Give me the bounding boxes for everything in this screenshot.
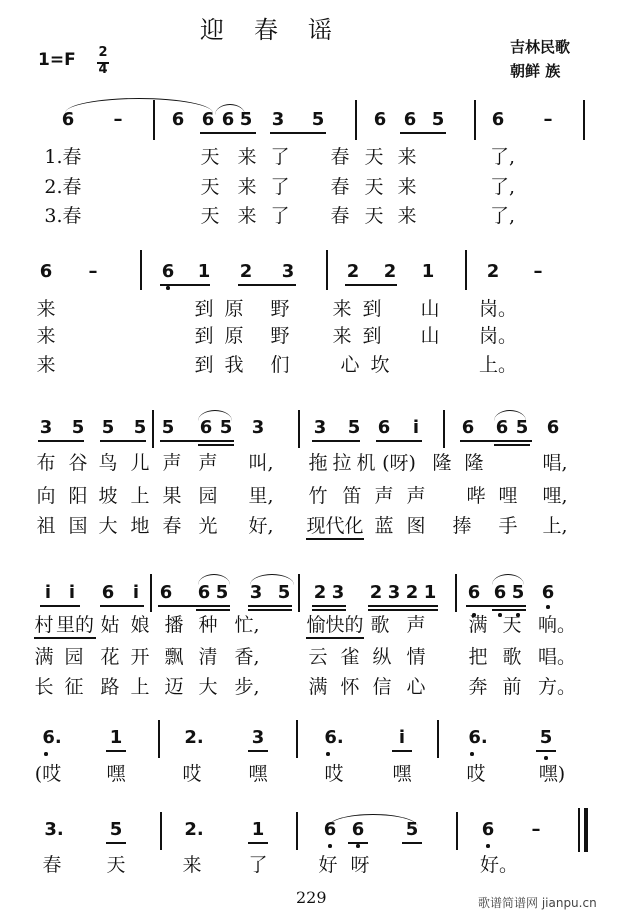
note: – xyxy=(533,261,543,282)
beam xyxy=(400,132,446,134)
lyric: 来 xyxy=(397,146,417,168)
note: 6 xyxy=(199,417,213,438)
lyric: 心 xyxy=(406,676,426,698)
note: 6 xyxy=(541,582,555,603)
key-signature: 1=F xyxy=(38,50,76,70)
lyric: 忙, xyxy=(234,614,260,636)
lyric: 方。 xyxy=(538,676,577,698)
note: 6 xyxy=(493,582,507,603)
lyric: 野 xyxy=(270,325,290,347)
lyric: 来 xyxy=(237,146,257,168)
bar-line xyxy=(296,812,298,850)
final-bar-line xyxy=(584,808,588,852)
song-source: 吉林民歌 xyxy=(510,38,571,56)
lyric: 声 xyxy=(162,452,182,474)
note: 5 xyxy=(405,819,419,840)
note: 5 xyxy=(511,582,525,603)
lyric: 了 xyxy=(270,205,290,227)
note: – xyxy=(543,109,553,130)
lyric: 春 xyxy=(162,515,182,537)
beam xyxy=(100,440,146,442)
note: 6 xyxy=(467,582,481,603)
note: 6 xyxy=(491,109,505,130)
lyric: 怀 xyxy=(340,676,360,698)
lyric: 了, xyxy=(490,205,516,227)
lyric: 机 xyxy=(356,452,376,474)
lyric: 满 xyxy=(34,646,54,668)
lyric: 声 xyxy=(198,452,218,474)
lyric: 前 xyxy=(502,676,522,698)
bar-line xyxy=(355,100,357,140)
lyric: 了 xyxy=(248,854,268,876)
note: 2 xyxy=(383,261,397,282)
lyric: 哔 xyxy=(466,485,486,507)
note: 3 xyxy=(387,582,401,603)
lyric: 奔 xyxy=(468,676,488,698)
song-title: 迎春谣 xyxy=(200,16,362,44)
lyric: 天 xyxy=(502,614,522,636)
lyric: 好。 xyxy=(480,854,519,876)
note: 6 xyxy=(461,417,475,438)
lyric: (呀) xyxy=(382,452,416,474)
bar-line xyxy=(437,720,439,758)
lyric: 布 xyxy=(36,452,56,474)
note: 3. xyxy=(44,819,64,840)
lyric: 了, xyxy=(490,146,516,168)
beam xyxy=(248,609,292,611)
note: 6 xyxy=(161,261,175,282)
lyric: 来 xyxy=(397,176,417,198)
lyric: 山 xyxy=(420,298,440,320)
note: 6. xyxy=(468,727,488,748)
note: 5 xyxy=(219,417,233,438)
lyric: 岗。 xyxy=(478,298,517,320)
lyric: 满 xyxy=(468,614,488,636)
lyric: 好, xyxy=(248,515,274,537)
note: – xyxy=(88,261,98,282)
lyric: 们 xyxy=(270,354,290,376)
beam xyxy=(100,605,144,607)
beam xyxy=(494,444,530,446)
lyric: 嘿 xyxy=(106,763,126,785)
lyric: 飘 xyxy=(164,646,184,668)
beam xyxy=(238,284,296,286)
note: 3 xyxy=(271,109,285,130)
note: 1 xyxy=(421,261,435,282)
note: 6 xyxy=(495,417,509,438)
lyric: 野 xyxy=(270,298,290,320)
bar-line xyxy=(583,100,585,140)
page-number: 229 xyxy=(296,888,327,907)
lyric: 步, xyxy=(234,676,260,698)
lyric: 上 xyxy=(130,676,150,698)
note: 1 xyxy=(109,727,123,748)
note: 2 xyxy=(486,261,500,282)
note: 6 xyxy=(373,109,387,130)
note: 5 xyxy=(515,417,529,438)
lyric: 到 xyxy=(362,325,382,347)
note: i xyxy=(44,582,52,603)
beam xyxy=(376,440,422,442)
lyric: 鸟 xyxy=(98,452,118,474)
lyric: 姑 xyxy=(100,614,120,636)
note: 6. xyxy=(42,727,62,748)
note: 6 xyxy=(221,109,235,130)
note: 6 xyxy=(481,819,495,840)
lyric: 蓝 xyxy=(374,515,394,537)
lyric: 声 xyxy=(374,485,394,507)
beam xyxy=(270,132,326,134)
lyric: 来 xyxy=(332,325,352,347)
beam xyxy=(196,609,230,611)
lyric: 了 xyxy=(270,176,290,198)
note: 3 xyxy=(251,727,265,748)
lyric: 1.春 xyxy=(44,146,82,168)
lyric: 把 xyxy=(468,646,488,668)
note: 6 xyxy=(197,582,211,603)
lyric: 嘿 xyxy=(248,763,268,785)
lyric: 手 xyxy=(498,515,518,537)
lyric: 竹 xyxy=(308,485,328,507)
lyric: 到 xyxy=(194,354,214,376)
note: 5 xyxy=(133,417,147,438)
note: 6 xyxy=(101,582,115,603)
low-octave-dot xyxy=(326,752,330,756)
lyric: 愉快的 xyxy=(306,614,364,636)
beam xyxy=(392,750,412,752)
note: 3 xyxy=(251,417,265,438)
note: 5 xyxy=(539,727,553,748)
lyric: 到 xyxy=(194,298,214,320)
beam xyxy=(248,605,292,607)
bar-line xyxy=(158,720,160,758)
lyric: 香, xyxy=(234,646,260,668)
note: 6 xyxy=(61,109,75,130)
lyric: 迈 xyxy=(164,676,184,698)
note: – xyxy=(113,109,123,130)
lyric: 阳 xyxy=(68,485,88,507)
lyric: 国 xyxy=(68,515,88,537)
lyric: 情 xyxy=(406,646,426,668)
song-ethnicity: 朝鲜 族 xyxy=(510,62,561,80)
low-octave-dot xyxy=(166,286,170,290)
lyric: 拉 xyxy=(332,452,352,474)
lyric: 响。 xyxy=(538,614,577,636)
lyric: 天 xyxy=(364,146,384,168)
note: 3 xyxy=(313,417,327,438)
lyric: 长 xyxy=(34,676,54,698)
note: 5 xyxy=(71,417,85,438)
note: 5 xyxy=(277,582,291,603)
beam xyxy=(466,605,526,607)
lyric: 村 xyxy=(34,614,54,636)
bar-line xyxy=(443,410,445,448)
note: 3 xyxy=(249,582,263,603)
note: i xyxy=(398,727,406,748)
time-signature-bottom: 4 xyxy=(98,62,108,77)
lyric: 我 xyxy=(224,354,244,376)
lyric: 嘿) xyxy=(538,763,566,785)
note: 2 xyxy=(239,261,253,282)
lyric: 播 xyxy=(164,614,184,636)
lyric: 坎 xyxy=(370,354,390,376)
beam xyxy=(248,842,268,844)
bar-line xyxy=(298,410,300,448)
lyric: 唱, xyxy=(542,452,568,474)
note: 6 xyxy=(171,109,185,130)
beam xyxy=(106,842,126,844)
lyric: 天 xyxy=(364,205,384,227)
note: 1 xyxy=(197,261,211,282)
note: 6 xyxy=(546,417,560,438)
lyric: 清 xyxy=(198,646,218,668)
lyric: 歌 xyxy=(370,614,390,636)
lyric: 天 xyxy=(200,146,220,168)
lyric: 祖 xyxy=(36,515,56,537)
note: 2. xyxy=(184,727,204,748)
beam xyxy=(200,132,256,134)
note: 2 xyxy=(313,582,327,603)
lyric: 天 xyxy=(200,205,220,227)
beam xyxy=(40,605,80,607)
note: 5 xyxy=(239,109,253,130)
beam xyxy=(38,440,84,442)
lyric: 天 xyxy=(200,176,220,198)
lyric-underline xyxy=(34,637,96,639)
note: 6 xyxy=(159,582,173,603)
note: 3 xyxy=(39,417,53,438)
lyric: 了 xyxy=(270,146,290,168)
beam xyxy=(158,605,230,607)
lyric: 原 xyxy=(224,298,244,320)
note: 2 xyxy=(346,261,360,282)
lyric: 现代化 xyxy=(306,515,364,537)
lyric: 园 xyxy=(198,485,218,507)
lyric: 3.春 xyxy=(44,205,82,227)
bar-line xyxy=(150,574,152,612)
note: 5 xyxy=(101,417,115,438)
low-octave-dot xyxy=(470,752,474,756)
beam xyxy=(106,750,126,752)
beam xyxy=(368,609,438,611)
lyric: 拖 xyxy=(308,452,328,474)
low-octave-dot xyxy=(486,844,490,848)
note: 6 xyxy=(323,819,337,840)
tie xyxy=(65,98,213,113)
lyric: 来 xyxy=(36,354,56,376)
watermark: 歌谱简谱网 jianpu.cn xyxy=(478,896,597,910)
lyric: 花 xyxy=(100,646,120,668)
low-octave-dot xyxy=(44,752,48,756)
time-signature-top: 2 xyxy=(98,45,108,60)
lyric: 笛 xyxy=(342,485,362,507)
lyric: 山 xyxy=(420,325,440,347)
lyric: 哩 xyxy=(498,485,518,507)
low-octave-dot xyxy=(546,605,550,609)
lyric: 嘿 xyxy=(392,763,412,785)
lyric: 地 xyxy=(130,515,150,537)
lyric: 雀 xyxy=(340,646,360,668)
bar-line xyxy=(465,250,467,290)
lyric: 园 xyxy=(64,646,84,668)
lyric: 光 xyxy=(198,515,218,537)
lyric: 纵 xyxy=(372,646,392,668)
bar-line xyxy=(152,410,154,448)
note: 5 xyxy=(431,109,445,130)
lyric: 谷 xyxy=(68,452,88,474)
note: 5 xyxy=(311,109,325,130)
lyric: 到 xyxy=(194,325,214,347)
lyric: 来 xyxy=(36,325,56,347)
low-octave-dot xyxy=(356,844,360,848)
lyric-underline xyxy=(306,637,364,639)
lyric: 上, xyxy=(542,515,568,537)
bar-line xyxy=(474,100,476,140)
beam xyxy=(368,605,438,607)
lyric: 信 xyxy=(372,676,392,698)
note: 5 xyxy=(347,417,361,438)
low-octave-dot xyxy=(544,756,548,760)
lyric: 天 xyxy=(364,176,384,198)
lyric: 叫, xyxy=(248,452,274,474)
lyric: 种 xyxy=(198,614,218,636)
lyric: 原 xyxy=(224,325,244,347)
beam xyxy=(460,440,532,442)
lyric: 果 xyxy=(162,485,182,507)
note: 5 xyxy=(109,819,123,840)
lyric: 来 xyxy=(397,205,417,227)
beam xyxy=(198,444,234,446)
beam xyxy=(248,750,268,752)
lyric: 哎 xyxy=(324,763,344,785)
beam xyxy=(402,842,422,844)
lyric: 好 xyxy=(318,854,338,876)
lyric: 来 xyxy=(237,205,257,227)
lyric: 上 xyxy=(130,485,150,507)
beam xyxy=(312,440,360,442)
beam xyxy=(312,609,346,611)
low-octave-dot xyxy=(328,844,332,848)
lyric: 春 xyxy=(330,205,350,227)
note: 3 xyxy=(281,261,295,282)
lyric: 春 xyxy=(330,146,350,168)
lyric: 2.春 xyxy=(44,176,82,198)
beam xyxy=(536,750,556,752)
beam xyxy=(160,284,210,286)
lyric: 哎 xyxy=(466,763,486,785)
lyric: 隆 xyxy=(464,452,484,474)
lyric: 坡 xyxy=(98,485,118,507)
lyric: 心 xyxy=(340,354,360,376)
lyric: 征 xyxy=(64,676,84,698)
bar-line xyxy=(326,250,328,290)
beam xyxy=(345,284,397,286)
beam xyxy=(160,440,234,442)
note: i xyxy=(412,417,420,438)
lyric: 满 xyxy=(308,676,328,698)
lyric: 儿 xyxy=(130,452,150,474)
lyric: 哎 xyxy=(182,763,202,785)
bar-line xyxy=(456,812,458,850)
lyric: 来 xyxy=(36,298,56,320)
lyric: 呀 xyxy=(350,854,370,876)
lyric: 声 xyxy=(406,614,426,636)
lyric: 到 xyxy=(362,298,382,320)
lyric: 来 xyxy=(332,298,352,320)
note: 6 xyxy=(351,819,365,840)
bar-line xyxy=(298,574,300,612)
note: 6. xyxy=(324,727,344,748)
lyric: 里的 xyxy=(55,614,94,636)
lyric: 哩, xyxy=(542,485,568,507)
lyric: 向 xyxy=(36,485,56,507)
note: 5 xyxy=(215,582,229,603)
note: 1 xyxy=(251,819,265,840)
bar-line xyxy=(140,250,142,290)
note: 6 xyxy=(39,261,53,282)
note: 5 xyxy=(161,417,175,438)
lyric: 路 xyxy=(100,676,120,698)
lyric: 隆 xyxy=(432,452,452,474)
beam xyxy=(492,609,526,611)
lyric: 了, xyxy=(490,176,516,198)
lyric: 上。 xyxy=(478,354,517,376)
lyric: 天 xyxy=(106,854,126,876)
final-bar-line xyxy=(578,808,580,852)
lyric: 大 xyxy=(198,676,218,698)
lyric: 岗。 xyxy=(478,325,517,347)
bar-line xyxy=(153,100,155,140)
lyric: (哎 xyxy=(34,763,62,785)
lyric: 娘 xyxy=(130,614,150,636)
lyric: 唱。 xyxy=(538,646,577,668)
note: 6 xyxy=(403,109,417,130)
note: i xyxy=(132,582,140,603)
lyric: 图 xyxy=(406,515,426,537)
note: 6 xyxy=(377,417,391,438)
bar-line xyxy=(455,574,457,612)
note: i xyxy=(68,582,76,603)
beam xyxy=(348,842,368,844)
lyric: 来 xyxy=(237,176,257,198)
lyric: 开 xyxy=(130,646,150,668)
beam xyxy=(312,605,346,607)
note: 3 xyxy=(331,582,345,603)
lyric: 歌 xyxy=(502,646,522,668)
bar-line xyxy=(160,812,162,850)
lyric-underline xyxy=(306,538,364,540)
lyric: 大 xyxy=(98,515,118,537)
lyric: 里, xyxy=(248,485,274,507)
lyric: 春 xyxy=(42,854,62,876)
lyric: 声 xyxy=(406,485,426,507)
note: 2 xyxy=(405,582,419,603)
note: 6 xyxy=(201,109,215,130)
lyric: 云 xyxy=(308,646,328,668)
note: – xyxy=(531,819,541,840)
lyric: 来 xyxy=(182,854,202,876)
lyric: 春 xyxy=(330,176,350,198)
note: 2 xyxy=(369,582,383,603)
note: 2. xyxy=(184,819,204,840)
lyric: 捧 xyxy=(452,515,472,537)
note: 1 xyxy=(423,582,437,603)
bar-line xyxy=(296,720,298,758)
